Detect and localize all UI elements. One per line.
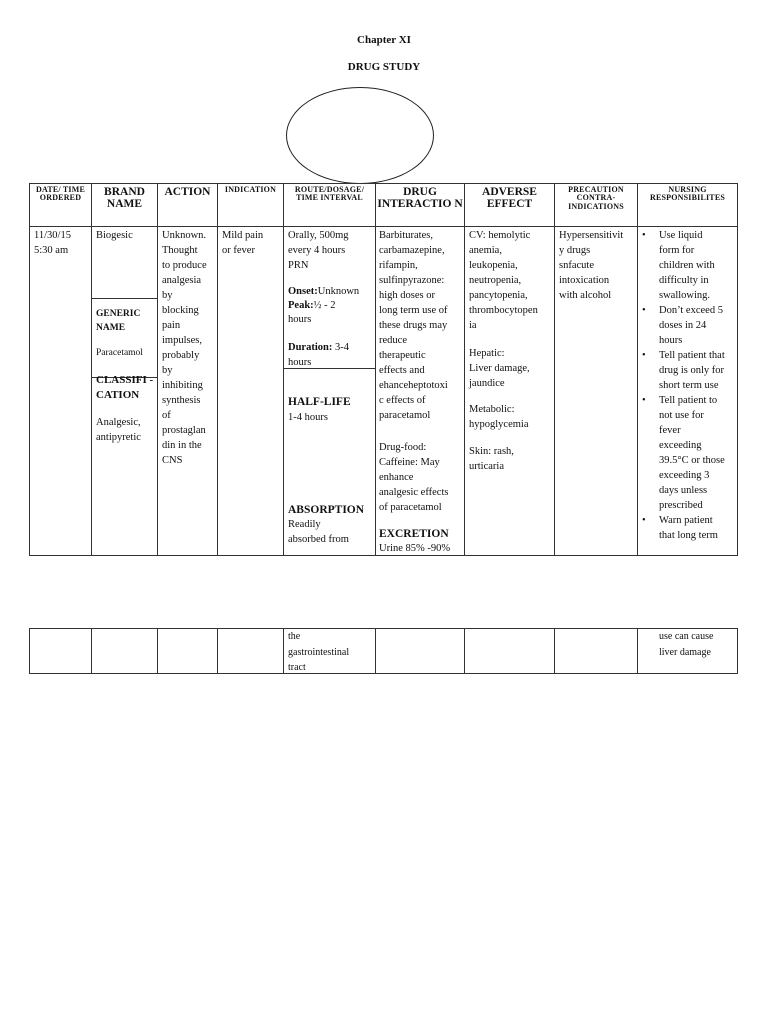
indication-line: Mild pain <box>222 230 264 241</box>
nursing-line: • Use liquid <box>659 230 703 241</box>
continuation-nursing-text <box>659 629 737 660</box>
peak-label: Peak: <box>288 300 314 311</box>
adverse-line: CV: hemolytic <box>469 230 531 241</box>
continuation-line: use can cause <box>659 631 714 642</box>
interaction-line: ehanceheptotoxi <box>379 380 448 391</box>
nursing-item <box>638 348 736 393</box>
col-line <box>29 183 30 556</box>
generic-name-label: GENERIC NAME <box>96 309 141 333</box>
table-border-bottom <box>29 555 738 556</box>
col-line <box>554 183 555 556</box>
route-line: Orally, 500mg <box>288 230 349 241</box>
interaction-line: reduce <box>379 335 407 346</box>
adverse-line: hypoglycemia <box>469 419 529 430</box>
nursing-line: exceeding 3 <box>659 470 710 481</box>
route-line: every 4 hours <box>288 245 346 256</box>
brand-name-value: Biogesic <box>96 230 133 241</box>
duration-value: 3-4 <box>334 342 349 353</box>
table-border-top <box>29 183 738 184</box>
adverse-line: ia <box>469 320 477 331</box>
col-line <box>283 183 284 556</box>
chapter-heading: Chapter XI <box>357 34 411 46</box>
adverse-line: Metabolic: <box>469 404 515 415</box>
precaution-text <box>559 228 636 303</box>
action-line: blocking <box>162 305 199 316</box>
col-line <box>737 183 738 556</box>
nursing-line: hours <box>659 335 683 346</box>
continuation-line: liver damage <box>659 646 711 658</box>
indication-text <box>222 228 282 258</box>
header-divider <box>29 226 738 227</box>
absorption-line: Readily <box>288 519 321 530</box>
col-line <box>283 628 284 674</box>
adverse-skin-text <box>469 444 553 474</box>
adverse-line: urticaria <box>469 461 504 472</box>
interaction-line: long term use of <box>379 305 448 316</box>
time-value: 5:30 am <box>34 245 69 256</box>
cont-border-top <box>29 628 738 629</box>
classification-label: CLASSIFI -CATION <box>96 374 154 401</box>
header-route: ROUTE/DOSAGE/ TIME INTERVAL <box>294 185 365 203</box>
drug-food-line: Drug-food: <box>379 442 427 453</box>
nursing-responsibilities <box>638 228 736 554</box>
nursing-line: children with <box>659 260 715 271</box>
header-brand-name: BRAND NAME <box>104 186 145 211</box>
date-time-cell <box>34 228 90 258</box>
header-action: ACTION <box>164 186 211 198</box>
interaction-line: effects and <box>379 365 425 376</box>
col-line <box>464 628 465 674</box>
duration-label: Duration: <box>288 342 333 353</box>
nursing-line: difficulty in <box>659 275 709 286</box>
peak-value: ½ - 2 <box>313 300 336 311</box>
half-life-value: 1-4 hours <box>288 412 328 423</box>
nursing-line: fever <box>659 425 681 436</box>
col-line <box>91 183 92 556</box>
header-adverse-effect: ADVERSE EFFECT <box>482 186 537 211</box>
adverse-line: jaundice <box>469 378 505 389</box>
action-line: pain <box>162 320 181 331</box>
adverse-line: pancytopenia, <box>469 290 528 301</box>
col-line <box>637 628 638 674</box>
header-drug-interaction: DRUG INTERACTIO N <box>377 186 463 211</box>
nursing-line: form for <box>659 245 695 256</box>
nursing-line: • Don’t exceed 5 <box>659 305 723 316</box>
continuation-line: gastrointestinal <box>288 646 350 658</box>
drug-image-oval <box>286 87 434 184</box>
half-life-label: HALF-LIFE <box>288 396 351 408</box>
route-dosage-text <box>288 228 374 273</box>
drug-food-line: of paracetamol <box>379 502 442 513</box>
nursing-line: 39.5°C or those <box>659 455 725 466</box>
adverse-line: Liver damage, <box>469 363 530 374</box>
continuation-route-text <box>288 629 374 676</box>
nursing-line: short term use <box>659 380 719 391</box>
action-line: analgesia <box>162 275 202 286</box>
interaction-line: therapeutic <box>379 350 426 361</box>
col-line <box>29 628 30 674</box>
interaction-line: high doses or <box>379 290 435 301</box>
action-line: of <box>162 410 171 421</box>
adverse-line: anemia, <box>469 245 502 256</box>
nursing-line: exceeding <box>659 440 702 451</box>
nursing-line: not use for <box>659 410 704 421</box>
col-line <box>217 628 218 674</box>
col-line <box>217 183 218 556</box>
continuation-line: the <box>288 631 301 642</box>
adverse-hepatic-text <box>469 346 553 391</box>
nursing-line: doses in 24 <box>659 320 707 331</box>
header-date: DATE/ TIME ORDERED <box>35 185 86 203</box>
drug-food-line: enhance <box>379 472 414 483</box>
adverse-line: Hepatic: <box>469 348 505 359</box>
action-line: impulses, <box>162 335 202 346</box>
generic-name-value: Paracetamol <box>96 348 143 358</box>
drug-food-line: analgesic effects <box>379 487 449 498</box>
onset-peak-block <box>288 285 374 327</box>
nursing-line: prescribed <box>659 500 703 511</box>
header-nursing: NURSING RESPONSIBILITES <box>649 185 726 203</box>
absorption-text <box>288 517 374 547</box>
adverse-line: leukopenia, <box>469 260 518 271</box>
col-line <box>91 628 92 674</box>
col-line <box>157 183 158 556</box>
nursing-line: • Tell patient to <box>659 395 718 406</box>
action-line: synthesis <box>162 395 201 406</box>
nursing-line: • Warn patient <box>659 515 713 526</box>
col-line <box>554 628 555 674</box>
nursing-item <box>638 228 736 303</box>
action-line: by <box>162 365 173 376</box>
nursing-line: days unless <box>659 485 708 496</box>
onset-value: Unknown <box>317 286 360 297</box>
header-precaution: PRECAUTION CONTRA- INDICATIONS <box>568 185 624 211</box>
action-line: probably <box>162 350 200 361</box>
date-value: 11/30/15 <box>34 230 71 241</box>
precaution-line: snfacute <box>559 260 594 271</box>
excretion-label: EXCRETION <box>379 528 449 540</box>
adverse-line: thrombocytopen <box>469 305 538 316</box>
drug-food-line: Caffeine: May <box>379 457 440 468</box>
nursing-line: drug is only for <box>659 365 725 376</box>
header-indication: INDICATION <box>224 185 277 194</box>
precaution-line: Hypersensitivit <box>559 230 624 241</box>
interaction-line: these drugs may <box>379 320 448 331</box>
interaction-line: c effects of <box>379 395 426 406</box>
brand-generic-divider <box>91 298 157 299</box>
col-line <box>375 628 376 674</box>
action-line: din in the <box>162 440 202 451</box>
nursing-line: • Tell patient that <box>659 350 725 361</box>
cont-border-bottom <box>29 673 738 674</box>
route-line: PRN <box>288 260 309 271</box>
nursing-item <box>638 303 736 348</box>
adverse-line: neutropenia, <box>469 275 522 286</box>
duration-block <box>288 340 374 370</box>
interaction-line: rifampin, <box>379 260 418 271</box>
precaution-line: y drugs <box>559 245 591 256</box>
precaution-line: intoxication <box>559 275 610 286</box>
action-line: to produce <box>162 260 207 271</box>
action-line: CNS <box>162 455 183 466</box>
continuation-line: tract <box>288 662 306 673</box>
onset-label: Onset: <box>288 286 318 297</box>
drug-interaction-text <box>379 228 463 423</box>
nursing-item <box>638 513 736 543</box>
classification-value: Analgesic, antipyretic <box>96 417 141 443</box>
peak-unit: hours <box>288 314 312 325</box>
excretion-value: Urine 85% -90% <box>379 543 451 554</box>
nursing-list <box>638 228 736 543</box>
nursing-item <box>638 393 736 513</box>
action-line: by <box>162 290 173 301</box>
adverse-cv-text <box>469 228 553 333</box>
col-line <box>157 628 158 674</box>
interaction-line: Barbiturates, <box>379 230 433 241</box>
adverse-line: Skin: rash, <box>469 446 514 457</box>
precaution-line: with alcohol <box>559 290 612 301</box>
col-line <box>375 183 376 556</box>
nursing-line: that long term <box>659 530 718 541</box>
indication-line: or fever <box>222 245 255 256</box>
action-line: inhibiting <box>162 380 203 391</box>
action-line: prostaglan <box>162 425 206 436</box>
action-line: Unknown. <box>162 230 207 241</box>
nursing-line: swallowing. <box>659 290 711 301</box>
interaction-line: sulfinpyrazone: <box>379 275 445 286</box>
drug-food-text <box>379 440 463 515</box>
adverse-metabolic-text <box>469 402 553 432</box>
action-text <box>162 228 216 468</box>
absorption-label: ABSORPTION <box>288 504 365 516</box>
duration-unit: hours <box>288 357 312 368</box>
col-line <box>737 628 738 674</box>
col-line <box>464 183 465 556</box>
absorption-line: absorbed from <box>288 534 349 545</box>
page-title: DRUG STUDY <box>347 61 421 73</box>
interaction-line: paracetamol <box>379 410 431 421</box>
interaction-line: carbamazepine, <box>379 245 445 256</box>
action-line: Thought <box>162 245 198 256</box>
